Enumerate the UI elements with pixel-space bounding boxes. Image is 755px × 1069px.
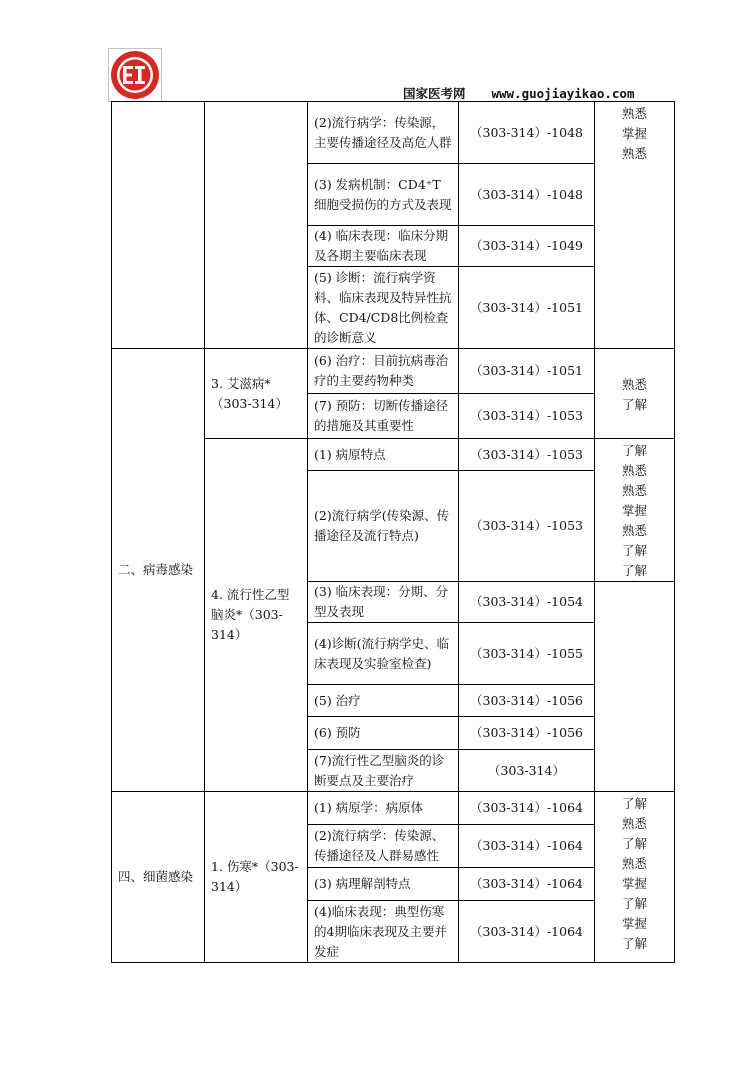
reference-cell: （303-314）-1051 [459, 349, 595, 394]
item-cell: (4)临床表现：典型伤寒的4期临床表现及主要并发症 [308, 901, 459, 963]
table-row [112, 349, 675, 394]
reference-cell: （303-314）-1064 [459, 792, 595, 825]
level-label: 了解 [621, 396, 647, 412]
reference-cell: （303-314）-1055 [459, 623, 595, 685]
level-label: 熟悉 [621, 106, 647, 121]
reference-cell: （303-314）-1064 [459, 868, 595, 901]
item-cell: (6) 治疗：目前抗病毒治疗的主要药物种类 [308, 349, 459, 394]
page-header [403, 84, 635, 102]
item-cell: (1) 病原学：病原体 [308, 792, 459, 825]
level-label: 熟悉 [621, 856, 647, 871]
level-cell-empty [595, 582, 675, 792]
reference-cell: （303-314） [459, 750, 595, 792]
table-row [112, 102, 675, 164]
item-cell: (2)流行病学：传染源、传播途径及人群易感性 [308, 825, 459, 868]
level-cell [595, 439, 675, 582]
level-label: 了解 [621, 443, 647, 458]
level-label: 熟悉 [621, 816, 647, 831]
item-cell: (3) 临床表现：分期、分型及表现 [308, 582, 459, 623]
site-name: 国家医考网 [403, 86, 466, 101]
level-cell [595, 349, 675, 439]
reference-cell: （303-314）-1053 [459, 439, 595, 471]
reference-cell: （303-314）-1049 [459, 226, 595, 267]
item-cell: (3) 病理解剖特点 [308, 868, 459, 901]
level-label: 了解 [621, 896, 647, 911]
topic-cell: 1. 伤寒*（303-314） [205, 792, 308, 963]
reference-cell: （303-314）-1056 [459, 685, 595, 717]
reference-cell: （303-314）-1048 [459, 164, 595, 226]
item-cell: (5) 诊断：流行病学资料、临床表现及特异性抗体、CD4/CD8比例检查的诊断意义 [308, 267, 459, 349]
topic-cell-empty [205, 102, 308, 349]
level-cell [595, 102, 675, 349]
level-label: 了解 [621, 836, 647, 851]
level-cell [595, 792, 675, 963]
reference-cell: （303-314）-1064 [459, 825, 595, 868]
item-cell: (4)诊断(流行病学史、临床表现及实验室检查) [308, 623, 459, 685]
category-cell-empty [112, 102, 205, 349]
level-label: 熟悉 [621, 146, 647, 161]
topic-cell: 3. 艾滋病*（303-314） [205, 349, 308, 439]
item-cell: (1) 病原特点 [308, 439, 459, 471]
site-logo-icon [108, 48, 162, 102]
item-cell: (3) 发病机制：CD4⁺T细胞受损伤的方式及表现 [308, 164, 459, 226]
site-url: www.guojiayikao.com [491, 86, 635, 101]
level-label: 熟悉 [621, 376, 647, 392]
syllabus-table [111, 101, 675, 963]
item-cell: (7)流行性乙型脑炎的诊断要点及主要治疗 [308, 750, 459, 792]
reference-cell: （303-314）-1064 [459, 901, 595, 963]
level-label: 了解 [621, 936, 647, 951]
reference-cell: （303-314）-1048 [459, 102, 595, 164]
level-label: 熟悉 [621, 523, 647, 538]
item-cell: (2)流行病学(传染源、传播途径及流行特点) [308, 471, 459, 582]
level-label: 了解 [621, 543, 647, 558]
level-label: 熟悉 [621, 483, 647, 498]
level-label: 掌握 [621, 916, 647, 931]
table-row [112, 792, 675, 825]
reference-cell: （303-314）-1056 [459, 717, 595, 750]
level-label: 掌握 [621, 126, 647, 141]
item-cell: (4) 临床表现：临床分期及各期主要临床表现 [308, 226, 459, 267]
reference-cell: （303-314）-1053 [459, 471, 595, 582]
topic-cell: 4. 流行性乙型脑炎*（303-314） [205, 439, 308, 792]
reference-cell: （303-314）-1053 [459, 394, 595, 439]
level-label: 熟悉 [621, 463, 647, 478]
reference-cell: （303-314）-1051 [459, 267, 595, 349]
reference-cell: （303-314）-1054 [459, 582, 595, 623]
level-label: 掌握 [621, 503, 647, 518]
item-cell: (7) 预防：切断传播途径的措施及其重要性 [308, 394, 459, 439]
level-label: 掌握 [621, 876, 647, 891]
category-cell: 二、病毒感染 [112, 349, 205, 792]
level-label: 了解 [621, 563, 647, 578]
item-cell: (2)流行病学：传染源，主要传播途径及高危人群 [308, 102, 459, 164]
item-cell: (6) 预防 [308, 717, 459, 750]
item-cell: (5) 治疗 [308, 685, 459, 717]
level-label: 了解 [621, 796, 647, 811]
category-cell: 四、细菌感染 [112, 792, 205, 963]
